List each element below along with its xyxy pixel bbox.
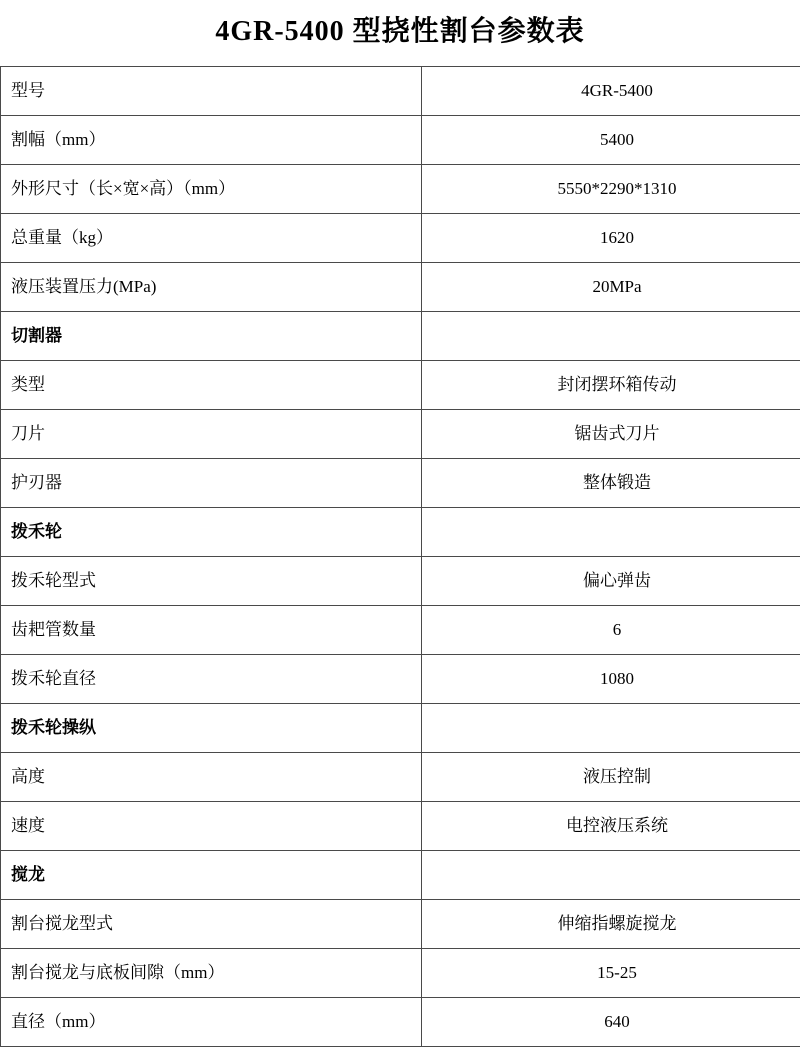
document-page (0, 14, 800, 1047)
row-value: 4GR-5400 (422, 67, 800, 116)
row-label: 总重量（kg） (1, 214, 422, 263)
row-label: 拨禾轮型式 (1, 557, 422, 606)
table-row (1, 459, 800, 508)
row-label: 割幅（mm） (1, 116, 422, 165)
section-label: 拨禾轮操纵 (1, 704, 422, 753)
page-title: 4GR-5400 型挠性割台参数表 (0, 14, 800, 50)
row-value: 液压控制 (422, 753, 800, 802)
table-section-row (1, 508, 800, 557)
row-label: 割台搅龙与底板间隙（mm） (1, 949, 422, 998)
row-value: 15-25 (422, 949, 800, 998)
section-value (422, 312, 800, 361)
table-body (1, 67, 800, 1047)
section-value (422, 508, 800, 557)
section-value (422, 704, 800, 753)
table-row (1, 361, 800, 410)
table-row (1, 802, 800, 851)
row-label: 护刃器 (1, 459, 422, 508)
table-row (1, 900, 800, 949)
table-section-row (1, 851, 800, 900)
row-label: 外形尺寸（长×宽×高）（mm） (1, 165, 422, 214)
row-value: 电控液压系统 (422, 802, 800, 851)
section-label: 搅龙 (1, 851, 422, 900)
row-label: 速度 (1, 802, 422, 851)
table-row (1, 67, 800, 116)
table-row (1, 606, 800, 655)
row-value: 1620 (422, 214, 800, 263)
table-row (1, 655, 800, 704)
table-row (1, 263, 800, 312)
row-label: 高度 (1, 753, 422, 802)
row-label: 型号 (1, 67, 422, 116)
row-value: 伸缩指螺旋搅龙 (422, 900, 800, 949)
table-row (1, 116, 800, 165)
row-value: 偏心弹齿 (422, 557, 800, 606)
table-section-row (1, 704, 800, 753)
row-label: 类型 (1, 361, 422, 410)
table-row (1, 165, 800, 214)
row-value: 锯齿式刀片 (422, 410, 800, 459)
row-value: 整体锻造 (422, 459, 800, 508)
row-label: 刀片 (1, 410, 422, 459)
row-value: 5400 (422, 116, 800, 165)
row-value: 5550*2290*1310 (422, 165, 800, 214)
row-value: 1080 (422, 655, 800, 704)
table-row (1, 998, 800, 1047)
specification-table (0, 66, 800, 1047)
row-label: 割台搅龙型式 (1, 900, 422, 949)
table-row (1, 410, 800, 459)
table-row (1, 214, 800, 263)
row-label: 直径（mm） (1, 998, 422, 1047)
row-label: 齿耙管数量 (1, 606, 422, 655)
table-row (1, 557, 800, 606)
section-label: 拨禾轮 (1, 508, 422, 557)
row-label: 拨禾轮直径 (1, 655, 422, 704)
section-value (422, 851, 800, 900)
section-label: 切割器 (1, 312, 422, 361)
row-value: 封闭摆环箱传动 (422, 361, 800, 410)
row-value: 20MPa (422, 263, 800, 312)
row-value: 6 (422, 606, 800, 655)
row-label: 液压装置压力(MPa) (1, 263, 422, 312)
table-section-row (1, 312, 800, 361)
table-row (1, 753, 800, 802)
row-value: 640 (422, 998, 800, 1047)
table-row (1, 949, 800, 998)
